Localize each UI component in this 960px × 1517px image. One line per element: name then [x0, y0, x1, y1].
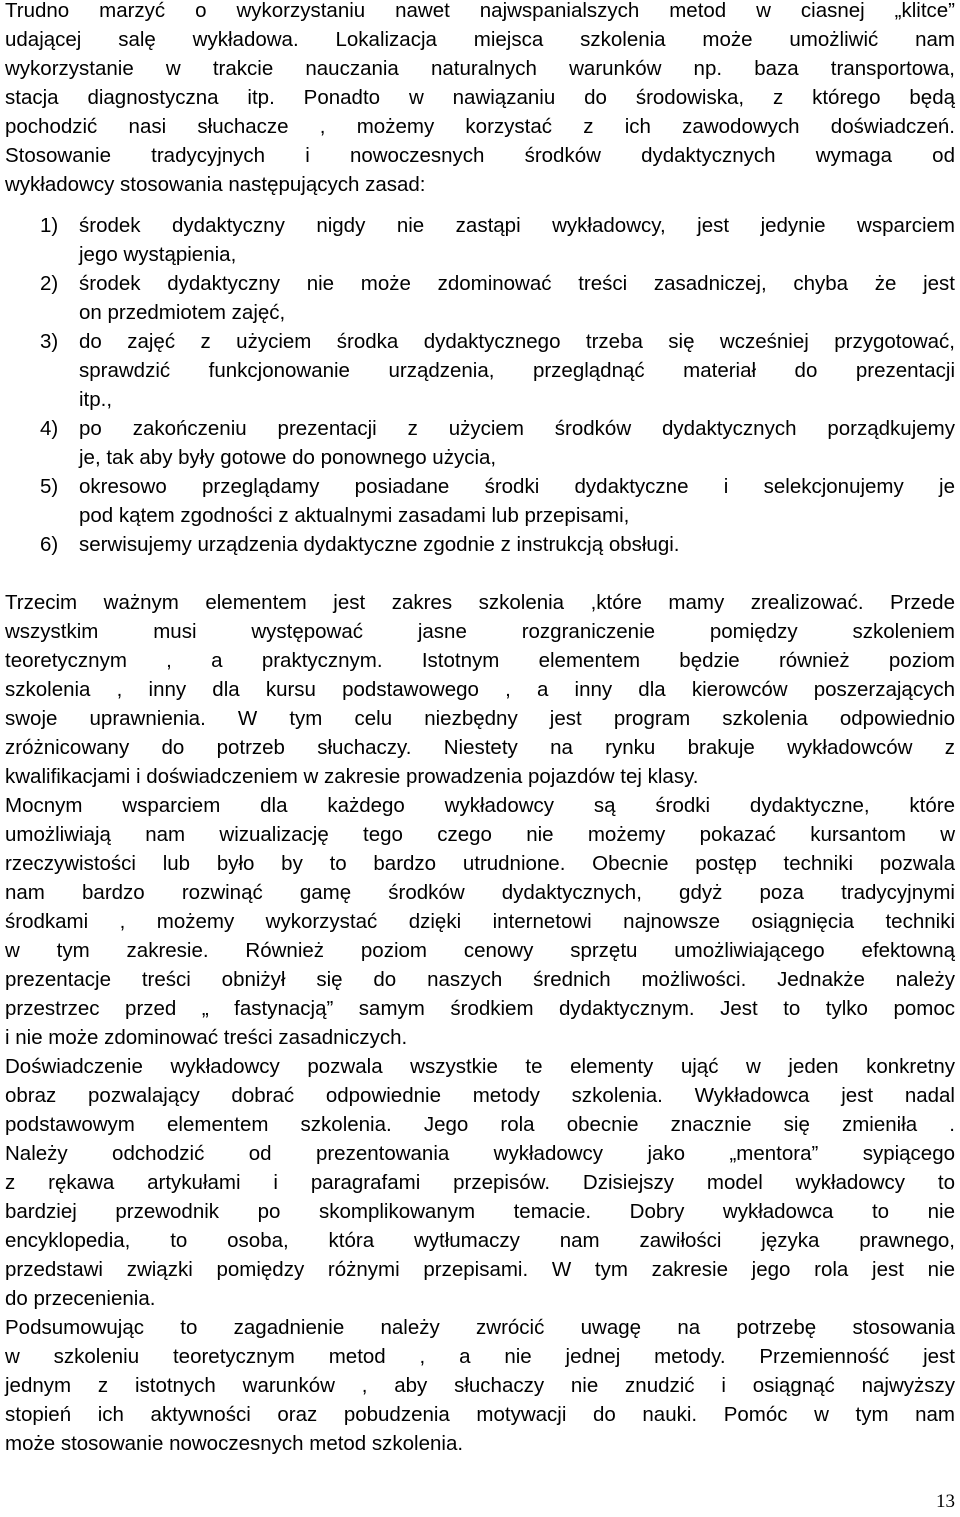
text-line: kwalifikacjami i doświadczeniem w zakresie prowadzenia pojazdów tej klasy. — [5, 765, 699, 788]
list-number: 1) — [40, 214, 59, 237]
text-line: przestrzec przed „ fastynacją” samym środkiem dydaktycznym. Jest to tylko pomoc — [5, 997, 955, 1020]
text-line: Podsumowując to zagadnienie należy zwrócić uwagę na potrzebę stosowania — [5, 1316, 955, 1339]
text-line: obraz pozwalający dobrać odpowiednie metody szkolenia. Wykładowca jest nadal — [5, 1084, 955, 1107]
text-line: jednym z istotnych warunków , aby słuchaczy nie znudzić i osiągnąć najwyższy — [5, 1374, 955, 1397]
text-line: środkami , możemy wykorzystać dzięki internetowi najnowsze osiągnięcia techniki — [5, 910, 955, 933]
text-line: Należy odchodzić od prezentowania wykładowcy jako „mentora” sypiącego — [5, 1142, 955, 1165]
text-line: w tym zakresie. Również poziom cenowy sprzętu umożliwiającego efektowną — [5, 939, 955, 962]
text-line: podstawowym elementem szkolenia. Jego rola obecnie znacznie się zmieniła . — [5, 1113, 955, 1136]
text-line: encyklopedia, to osoba, która wytłumaczy nam zawiłości języka prawnego, — [5, 1229, 955, 1252]
text-line: Doświadczenie wykładowcy pozwala wszystkie te elementy ująć w jeden konkretny — [5, 1055, 955, 1078]
list-item-line: on przedmiotem zajęć, — [79, 301, 286, 324]
text-line: i nie może zdominować treści zasadniczych. — [5, 1026, 408, 1049]
text-line: Trudno marzyć o wykorzystaniu nawet najwspanialszych metod w ciasnej „klitce” — [5, 0, 955, 22]
text-line: w szkoleniu teoretycznym metod , a nie jednej metody. Przemienność jest — [5, 1345, 955, 1368]
text-line: Mocnym wsparciem dla każdego wykładowcy są środki dydaktyczne, które — [5, 794, 955, 817]
text-line: nam bardzo rozwinąć gamę środków dydaktycznych, gdyż poza tradycyjnymi — [5, 881, 955, 904]
text-line: szkolenia , inny dla kursu podstawowego , a inny dla kierowców poszerzających — [5, 678, 955, 701]
text-line: stopień ich aktywności oraz pobudzenia motywacji do nauki. Pomóc w tym nam — [5, 1403, 955, 1426]
list-item-line: do zajęć z użyciem środka dydaktycznego trzeba się wcześniej przygotować, — [79, 330, 955, 353]
text-line: stacja diagnostyczna itp. Ponadto w nawiązaniu do środowiska, z którego będą — [5, 86, 955, 109]
text-line: wykładowcy stosowania następujących zasad: — [5, 173, 426, 196]
text-line: z rękawa artykułami i paragrafami przepisów. Dzisiejszy model wykładowcy to — [5, 1171, 955, 1194]
list-number: 5) — [40, 475, 59, 498]
list-number: 6) — [40, 533, 59, 556]
list-item-line: po zakończeniu prezentacji z użyciem środków dydaktycznych porządkujemy — [79, 417, 955, 440]
text-line: może stosowanie nowoczesnych metod szkolenia. — [5, 1432, 464, 1455]
list-item-line: okresowo przeglądamy posiadane środki dydaktyczne i selekcjonujemy je — [79, 475, 955, 498]
text-line: do przecenienia. — [5, 1287, 156, 1310]
text-line: swoje uprawnienia. W tym celu niezbędny jest program szkolenia odpowiednio — [5, 707, 955, 730]
text-line: udającej salę wykładowa. Lokalizacja miejsca szkolenia może umożliwić nam — [5, 28, 955, 51]
list-item-line: serwisujemy urządzenia dydaktyczne zgodnie z instrukcją obsługi. — [79, 533, 680, 556]
text-line: Trzecim ważnym elementem jest zakres szkolenia ,które mamy zrealizować. Przede — [5, 591, 955, 614]
text-line: prezentacje treści obniżył się do naszych średnich możliwości. Jednakże należy — [5, 968, 955, 991]
list-item-line: sprawdzić funkcjonowanie urządzenia, przeglądnąć materiał do prezentacji — [79, 359, 955, 382]
list-number: 2) — [40, 272, 59, 295]
page-number: 13 — [936, 1491, 955, 1512]
text-line: pochodzić nasi słuchacze , możemy korzystać z ich zawodowych doświadczeń. — [5, 115, 955, 138]
text-line: teoretycznym , a praktycznym. Istotnym elementem będzie również poziom — [5, 649, 955, 672]
list-item-line: środek dydaktyczny nie może zdominować treści zasadniczej, chyba że jest — [79, 272, 955, 295]
text-line: rzeczywistości lub było by to bardzo utrudnione. Obecnie postęp techniki pozwala — [5, 852, 955, 875]
list-item-line: itp., — [79, 388, 113, 411]
text-line: zróżnicowany do potrzeb słuchaczy. Niestety na rynku brakuje wykładowców z — [5, 736, 955, 759]
text-line: umożliwiają nam wizualizację tego czego nie możemy pokazać kursantom w — [5, 823, 955, 846]
text-line: wszystkim musi występować jasne rozgraniczenie pomiędzy szkoleniem — [5, 620, 955, 643]
text-line: wykorzystanie w trakcie nauczania naturalnych warunków np. baza transportowa, — [5, 57, 955, 80]
text-line: bardziej przewodnik po skomplikowanym temacie. Dobry wykładowca to nie — [5, 1200, 955, 1223]
list-number: 4) — [40, 417, 59, 440]
list-item-line: pod kątem zgodności z aktualnymi zasadami lub przepisami, — [79, 504, 630, 527]
text-line: przedstawi związki pomiędzy różnymi przepisami. W tym zakresie jego rola jest nie — [5, 1258, 955, 1281]
list-item-line: środek dydaktyczny nigdy nie zastąpi wykładowcy, jest jedynie wsparciem — [79, 214, 955, 237]
text-line: Stosowanie tradycyjnych i nowoczesnych środków dydaktycznych wymaga od — [5, 144, 955, 167]
list-item-line: je, tak aby były gotowe do ponownego użycia, — [79, 446, 497, 469]
list-item-line: jego wystąpienia, — [79, 243, 237, 266]
list-number: 3) — [40, 330, 59, 353]
